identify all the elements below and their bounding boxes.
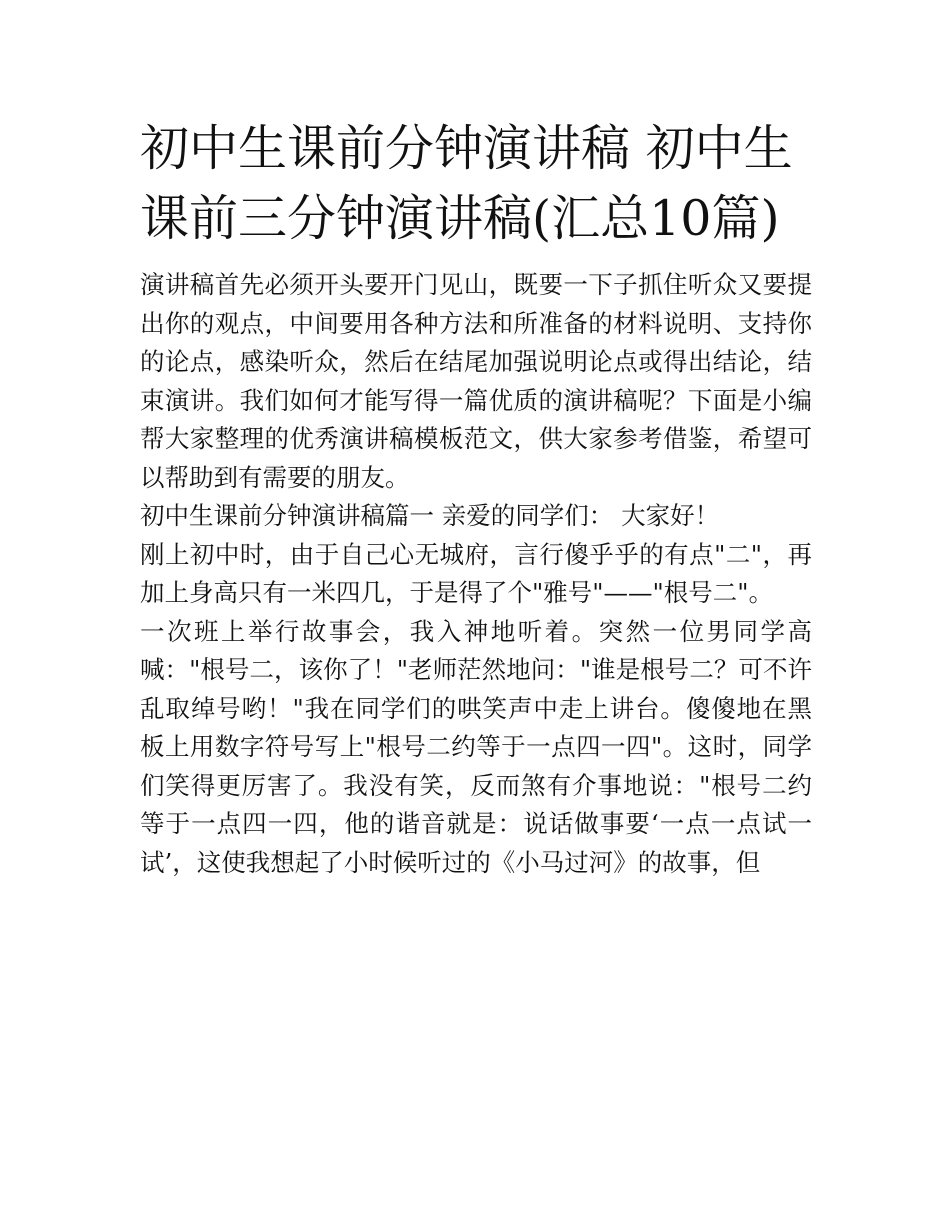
greeting-paragraph: 初中生课前分钟演讲稿篇一 亲爱的同学们： 大家好！	[140, 501, 720, 530]
body-paragraph-nickname: 刚上初中时，由于自己心无城府，言行傻乎乎的有点"二"，再加上身高只有一米四几，于是得了个"雅号"——"根号二"。	[140, 539, 812, 607]
body-paragraph-story: 一次班上举行故事会，我入神地听着。突然一位男同学高喊："根号二，该你了！"老师茫然地问："谁是根号二？可不许乱取绰号哟！"我在同学们的哄笑声中走上讲台。傻傻地在黑板上用数字符号写上"根号二约等于一点四一四"。这时，同学们笑得更厉害了。我没有笑，反而煞有介事地说："根号二约等于一点四一四，他的谐音就是：说话做事要‘一点一点试一试’，这使我想起了小时候听过的《小马过河》的故事，但	[140, 616, 812, 877]
document-title: 初中生课前分钟演讲稿 初中生课前三分钟演讲稿(汇总10篇)	[140, 120, 793, 247]
document-body	[140, 114, 812, 882]
intro-paragraph: 演讲稿首先必须开头要开门见山，既要一下子抓住听众又要提出你的观点，中间要用各种方法和所准备的材料说明、支持你的论点，感染听众，然后在结尾加强说明论点或得出结论，结束演讲。我们如何才能写得一篇优质的演讲稿呢？下面是小编帮大家整理的优秀演讲稿模板范文，供大家参考借鉴，希望可以帮助到有需要的朋友。	[140, 270, 812, 492]
